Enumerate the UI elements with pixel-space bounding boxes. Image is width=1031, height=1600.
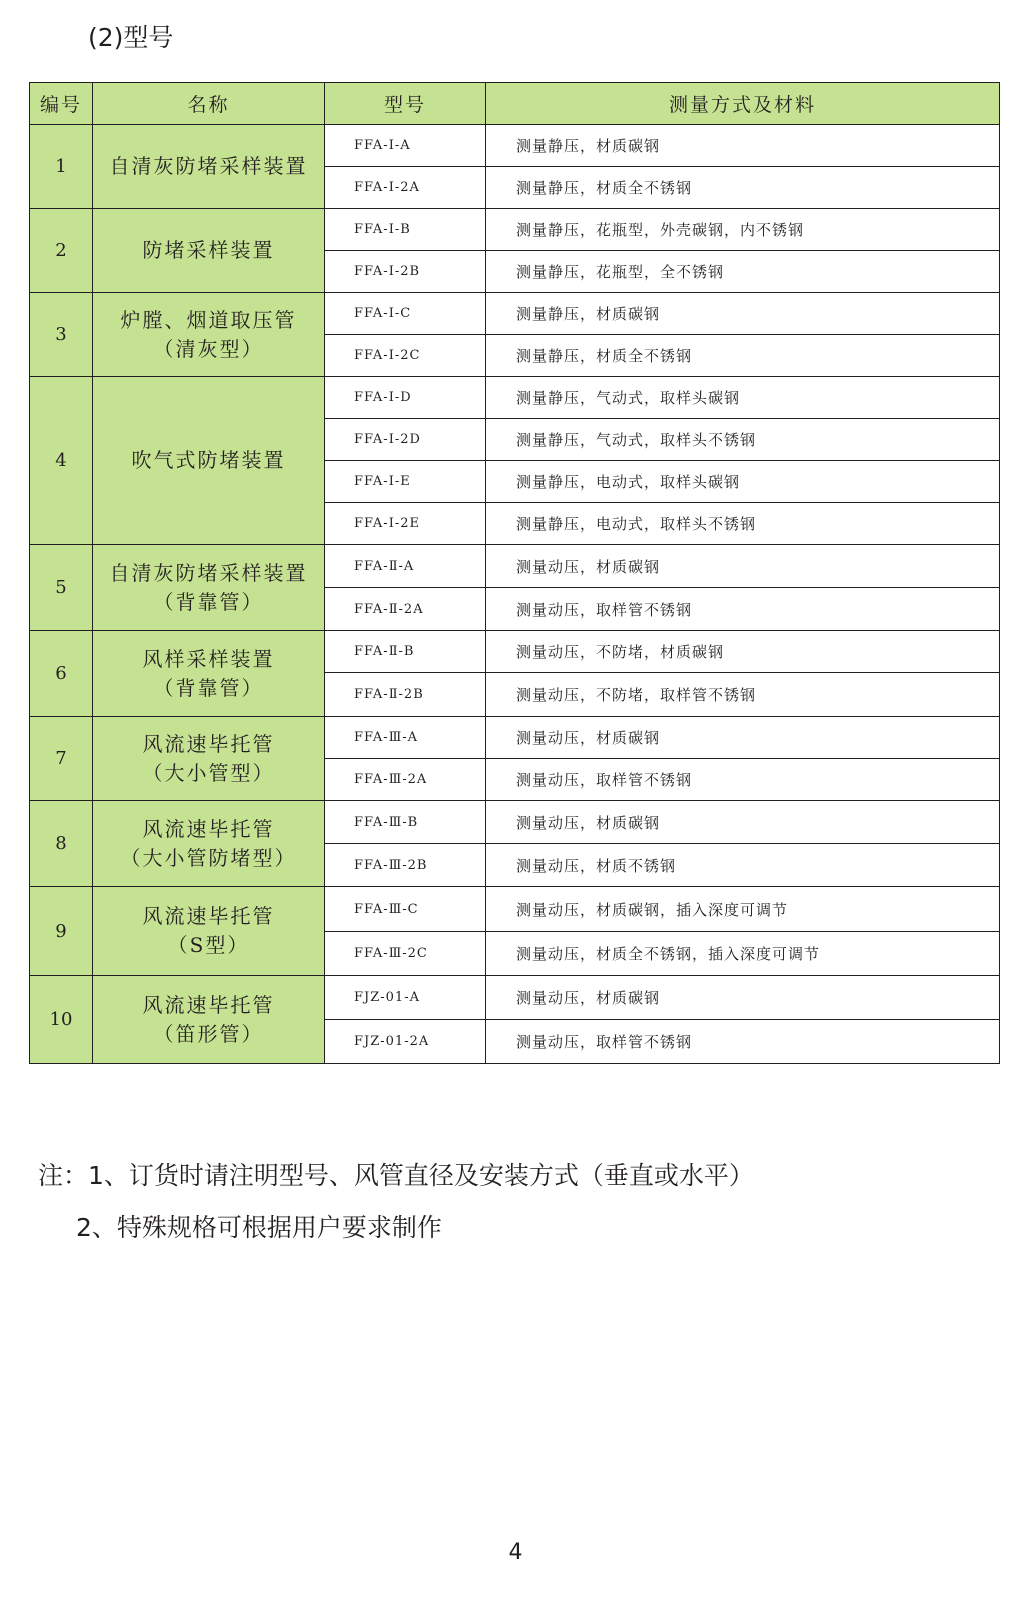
method-material: 测量动压，材质碳钢: [486, 717, 1000, 759]
item-name-line: 吹气式防堵装置: [131, 448, 286, 472]
item-name: [93, 125, 325, 209]
item-name-line: （S型）: [167, 933, 250, 957]
model-code: FFA-Ⅰ-A: [325, 125, 486, 167]
model-code: FFA-Ⅲ-2C: [325, 932, 486, 976]
item-name-line: （笛形管）: [153, 1021, 264, 1046]
model-code: FFA-Ⅲ-2A: [325, 759, 486, 801]
method-material: 测量动压，不防堵，材质碳钢: [486, 631, 1000, 673]
model-code: FFA-Ⅰ-C: [325, 293, 486, 335]
method-material: 测量静压，花瓶型，外壳碳钢，内不锈钢: [486, 209, 1000, 251]
item-name-line: 防堵采样装置: [142, 238, 275, 262]
table-row: [30, 801, 1000, 844]
model-code: FFA-Ⅲ-B: [325, 801, 486, 844]
header-method-material: 测量方式及材料: [486, 83, 1000, 125]
model-code: FFA-Ⅰ-2C: [325, 335, 486, 377]
model-code: FJZ-01-2A: [325, 1020, 486, 1064]
model-spec-table: [29, 82, 1000, 1064]
table-row: [30, 209, 1000, 251]
method-material: 测量动压，取样管不锈钢: [486, 1020, 1000, 1064]
method-material: 测量静压，材质碳钢: [486, 293, 1000, 335]
item-name-line: 风流速毕托管: [142, 731, 275, 756]
method-material: 测量静压，气动式，取样头碳钢: [486, 377, 1000, 419]
item-name-line: （清灰型）: [153, 336, 264, 361]
model-code: FFA-Ⅱ-B: [325, 631, 486, 673]
item-name-line: 自清灰防堵采样装置: [109, 154, 308, 178]
item-name-line: 风流速毕托管: [142, 816, 275, 841]
method-material: 测量动压，材质碳钢，插入深度可调节: [486, 887, 1000, 932]
method-material: 测量动压，材质不锈钢: [486, 844, 1000, 887]
notes: [38, 1150, 754, 1254]
item-name: [93, 377, 325, 545]
method-material: 测量静压，材质碳钢: [486, 125, 1000, 167]
item-name: [93, 293, 325, 377]
header-number: 编号: [30, 83, 93, 125]
model-code: FFA-Ⅰ-D: [325, 377, 486, 419]
table-row: [30, 887, 1000, 932]
item-number: 3: [30, 293, 93, 377]
method-material: 测量动压，材质碳钢: [486, 976, 1000, 1020]
model-code: FFA-Ⅲ-A: [325, 717, 486, 759]
item-name-line: （背靠管）: [153, 675, 264, 700]
method-material: 测量静压，电动式，取样头碳钢: [486, 461, 1000, 503]
item-number: 6: [30, 631, 93, 717]
item-name: [93, 631, 325, 717]
item-name-line: 自清灰防堵采样装置: [109, 560, 308, 585]
model-code: FJZ-01-A: [325, 976, 486, 1020]
method-material: 测量动压，材质全不锈钢，插入深度可调节: [486, 932, 1000, 976]
method-material: 测量静压，材质全不锈钢: [486, 167, 1000, 209]
item-name: [93, 887, 325, 976]
note-line-1: 注：1、订货时请注明型号、风管直径及安装方式（垂直或水平）: [38, 1161, 754, 1190]
table-row: [30, 717, 1000, 759]
table-row: [30, 125, 1000, 167]
model-code: FFA-Ⅰ-B: [325, 209, 486, 251]
table-row: [30, 631, 1000, 673]
method-material: 测量静压，气动式，取样头不锈钢: [486, 419, 1000, 461]
item-name: [93, 545, 325, 631]
item-name-line: 炉膛、烟道取压管: [120, 307, 297, 332]
table-body: [30, 125, 1000, 1064]
item-number: 5: [30, 545, 93, 631]
method-material: 测量动压，材质碳钢: [486, 545, 1000, 588]
method-material: 测量动压，不防堵，取样管不锈钢: [486, 673, 1000, 717]
table-header-row: [30, 83, 1000, 125]
header-name: 名称: [93, 83, 325, 125]
table-row: [30, 377, 1000, 419]
model-code: FFA-Ⅲ-2B: [325, 844, 486, 887]
table-row: [30, 545, 1000, 588]
header-model: 型号: [325, 83, 486, 125]
model-code: FFA-Ⅰ-2D: [325, 419, 486, 461]
method-material: 测量静压，电动式，取样头不锈钢: [486, 503, 1000, 545]
method-material: 测量动压，材质碳钢: [486, 801, 1000, 844]
method-material: 测量静压，花瓶型，全不锈钢: [486, 251, 1000, 293]
item-name-line: （背靠管）: [153, 589, 264, 614]
method-material: 测量静压，材质全不锈钢: [486, 335, 1000, 377]
model-code: FFA-Ⅰ-2A: [325, 167, 486, 209]
model-code: FFA-Ⅰ-2E: [325, 503, 486, 545]
item-number: 8: [30, 801, 93, 887]
model-code: FFA-Ⅱ-A: [325, 545, 486, 588]
page-number: 4: [508, 1540, 523, 1565]
model-code: FFA-Ⅰ-E: [325, 461, 486, 503]
item-name-line: 风流速毕托管: [142, 904, 275, 928]
method-material: 测量动压，取样管不锈钢: [486, 588, 1000, 631]
item-name-line: （大小管防堵型）: [120, 845, 297, 870]
item-number: 7: [30, 717, 93, 801]
item-name: [93, 801, 325, 887]
item-number: 2: [30, 209, 93, 293]
item-name-line: （大小管型）: [142, 760, 275, 785]
model-code: FFA-Ⅱ-2A: [325, 588, 486, 631]
item-name-line: 风流速毕托管: [142, 992, 275, 1017]
model-code: FFA-Ⅱ-2B: [325, 673, 486, 717]
note-line-2: 2、特殊规格可根据用户要求制作: [76, 1213, 442, 1242]
item-name-line: 风样采样装置: [142, 646, 275, 671]
section-title: (2)型号: [88, 23, 174, 52]
method-material: 测量动压，取样管不锈钢: [486, 759, 1000, 801]
item-number: 10: [30, 976, 93, 1064]
item-number: 1: [30, 125, 93, 209]
model-code: FFA-Ⅰ-2B: [325, 251, 486, 293]
item-name: [93, 209, 325, 293]
table-row: [30, 976, 1000, 1020]
model-code: FFA-Ⅲ-C: [325, 887, 486, 932]
item-number: 4: [30, 377, 93, 545]
item-name: [93, 976, 325, 1064]
table-row: [30, 293, 1000, 335]
item-number: 9: [30, 887, 93, 976]
item-name: [93, 717, 325, 801]
